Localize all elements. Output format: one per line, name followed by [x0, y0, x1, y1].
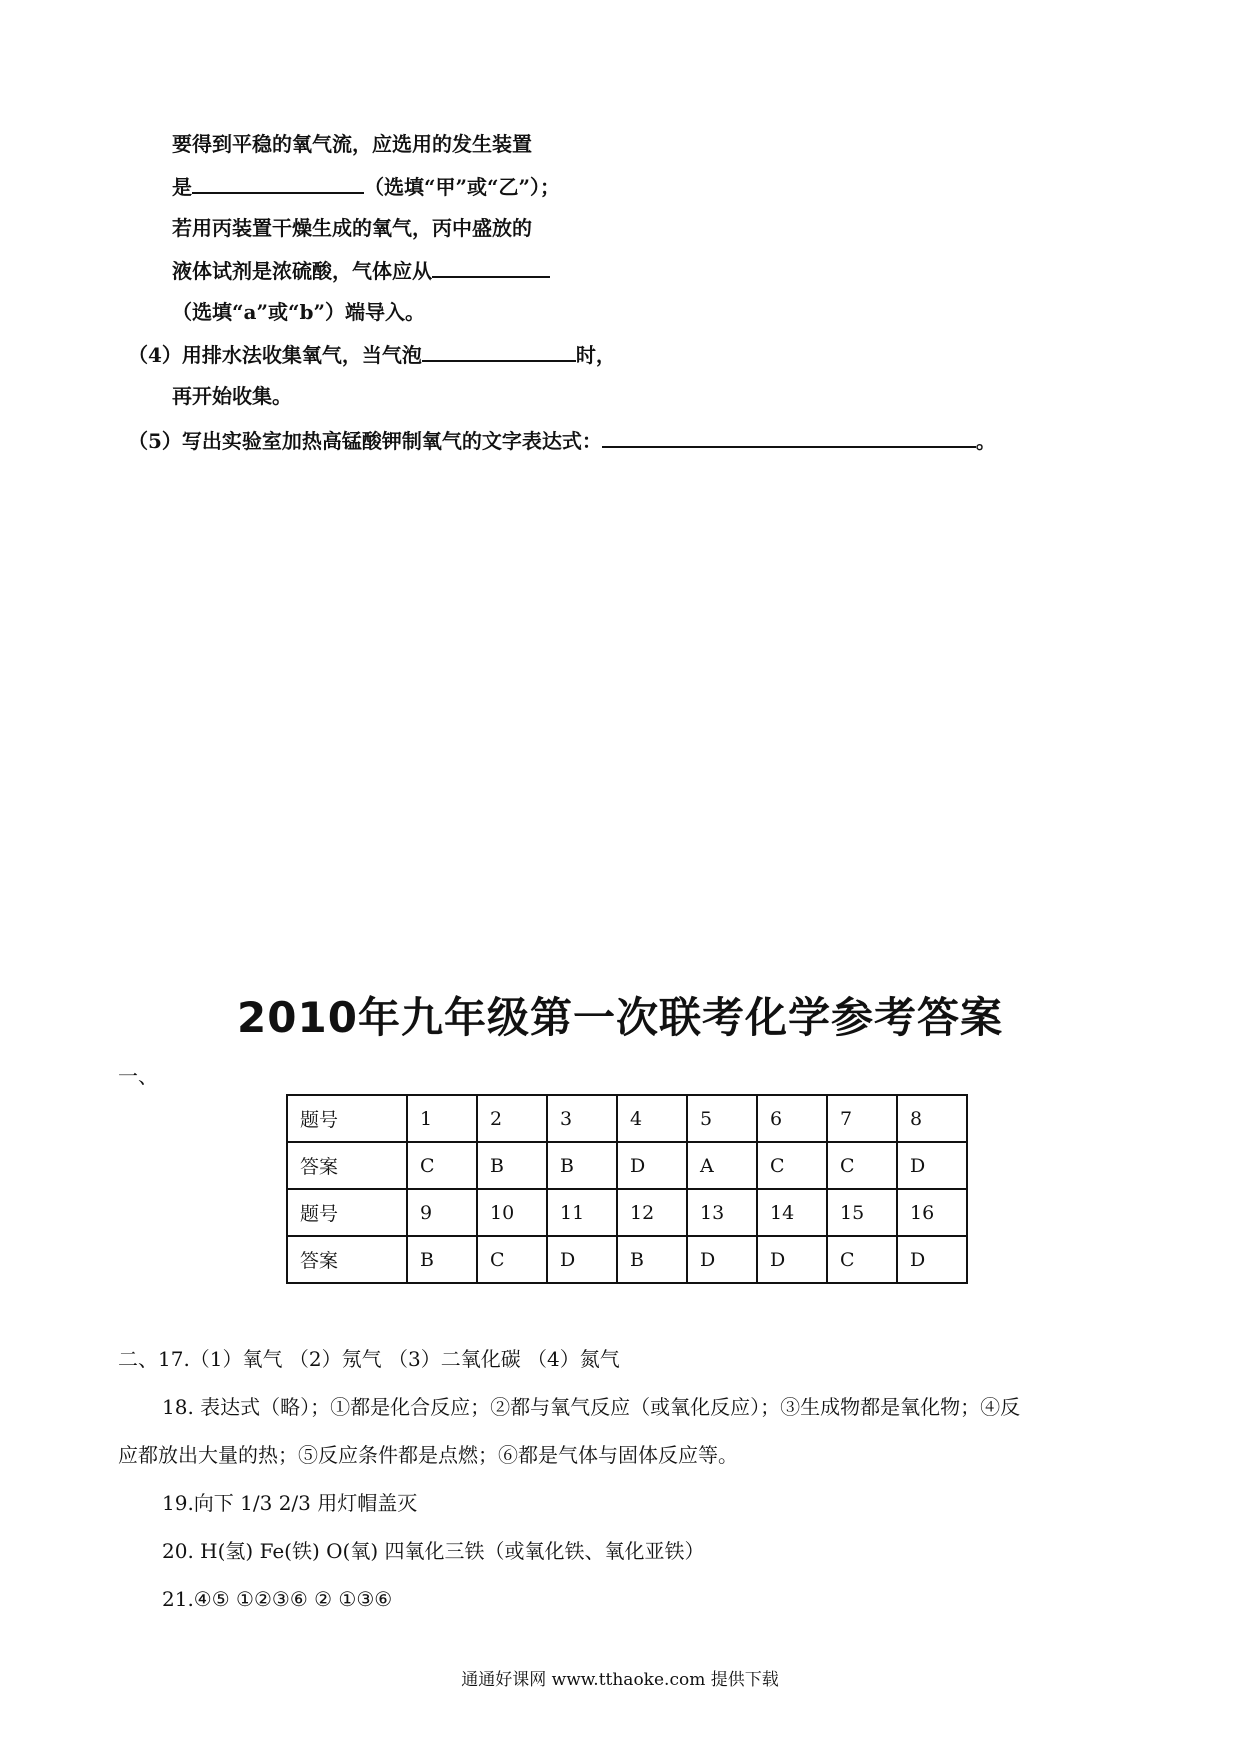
- table-cell: D: [617, 1142, 687, 1189]
- table-row: [287, 1189, 967, 1236]
- question-line-2-suffix: （选填“甲”或“乙”）；: [364, 175, 561, 199]
- table-cell: B: [407, 1236, 477, 1283]
- table-cell: B: [477, 1142, 547, 1189]
- table-row: [287, 1236, 967, 1283]
- table-row: [287, 1095, 967, 1142]
- table-cell: B: [547, 1142, 617, 1189]
- table-cell: D: [757, 1236, 827, 1283]
- answer-blank-bubbles[interactable]: [422, 340, 576, 362]
- question-5-suffix: 。: [975, 429, 996, 453]
- answer-21: 21.④⑤ ①②③⑥ ② ①③⑥: [162, 1587, 393, 1611]
- question-5-prefix: （5）写出实验室加热高锰酸钾制氧气的文字表达式：: [128, 429, 602, 453]
- question-4-suffix: 时，: [575, 343, 616, 367]
- table-cell: D: [547, 1236, 617, 1283]
- table-cell: 11: [547, 1189, 617, 1236]
- table-cell: 1: [407, 1095, 477, 1142]
- table-cell: B: [617, 1236, 687, 1283]
- answer-20: 20. H(氢) Fe(铁) O(氧) 四氧化三铁（或氧化铁、氧化亚铁）: [162, 1539, 705, 1563]
- question-line-4: [172, 256, 550, 285]
- table-cell: 7: [827, 1095, 897, 1142]
- table-row-header: 答案: [287, 1236, 407, 1283]
- question-line-1: 要得到平稳的氧气流，应选用的发生装置: [172, 132, 532, 156]
- answer-table: [286, 1094, 968, 1284]
- table-cell: 4: [617, 1095, 687, 1142]
- table-cell: 10: [477, 1189, 547, 1236]
- table-cell: 16: [897, 1189, 967, 1236]
- answer-17: 二、17.（1）氧气 （2）氖气 （3）二氧化碳 （4）氮气: [118, 1347, 620, 1371]
- table-row-header: 题号: [287, 1095, 407, 1142]
- table-row-header: 题号: [287, 1189, 407, 1236]
- answer-18-line-2: 应都放出大量的热；⑤反应条件都是点燃；⑥都是气体与固体反应等。: [118, 1443, 738, 1467]
- question-4-line-2: 再开始收集。: [172, 384, 292, 408]
- table-cell: 2: [477, 1095, 547, 1142]
- table-cell: D: [897, 1142, 967, 1189]
- table-cell: D: [687, 1236, 757, 1283]
- table-cell: 15: [827, 1189, 897, 1236]
- question-line-4-text: 液体试剂是浓硫酸，气体应从: [172, 259, 432, 283]
- table-cell: C: [827, 1142, 897, 1189]
- question-5-line: [128, 426, 996, 455]
- footer-source: 通通好课网 www.tthaoke.com 提供下载: [461, 1670, 779, 1690]
- answer-blank-device[interactable]: [192, 172, 364, 194]
- table-cell: 14: [757, 1189, 827, 1236]
- question-4-prefix: （4）用排水法收集氧气，当气泡: [128, 343, 422, 367]
- table-cell: C: [827, 1236, 897, 1283]
- table-row: [287, 1142, 967, 1189]
- table-cell: D: [897, 1236, 967, 1283]
- table-cell: C: [757, 1142, 827, 1189]
- answer-title: 2010年九年级第一次联考化学参考答案: [237, 993, 1003, 1042]
- answer-19: 19.向下 1/3 2/3 用灯帽盖灭: [162, 1491, 418, 1515]
- table-cell: 13: [687, 1189, 757, 1236]
- question-line-2-prefix: 是: [172, 175, 192, 199]
- table-cell: 8: [897, 1095, 967, 1142]
- question-line-3: 若用丙装置干燥生成的氧气，丙中盛放的: [172, 216, 532, 240]
- table-cell: 9: [407, 1189, 477, 1236]
- table-cell: C: [477, 1236, 547, 1283]
- answer-blank-equation[interactable]: [602, 426, 976, 448]
- table-cell: 5: [687, 1095, 757, 1142]
- table-cell: 6: [757, 1095, 827, 1142]
- table-row-header: 答案: [287, 1142, 407, 1189]
- question-line-2: [172, 172, 560, 201]
- answer-18-line-1: 18. 表达式（略）；①都是化合反应；②都与氧气反应（或氧化反应）；③生成物都是氧化物；④反: [162, 1395, 1021, 1419]
- question-4-line-1: [128, 340, 616, 369]
- table-cell: C: [407, 1142, 477, 1189]
- table-cell: A: [687, 1142, 757, 1189]
- table-cell: 3: [547, 1095, 617, 1142]
- table-cell: 12: [617, 1189, 687, 1236]
- answer-blank-gas-inlet[interactable]: [432, 256, 550, 278]
- question-line-5: （选填“a”或“b”）端导入。: [172, 300, 425, 324]
- section-one-label: 一、: [118, 1064, 158, 1088]
